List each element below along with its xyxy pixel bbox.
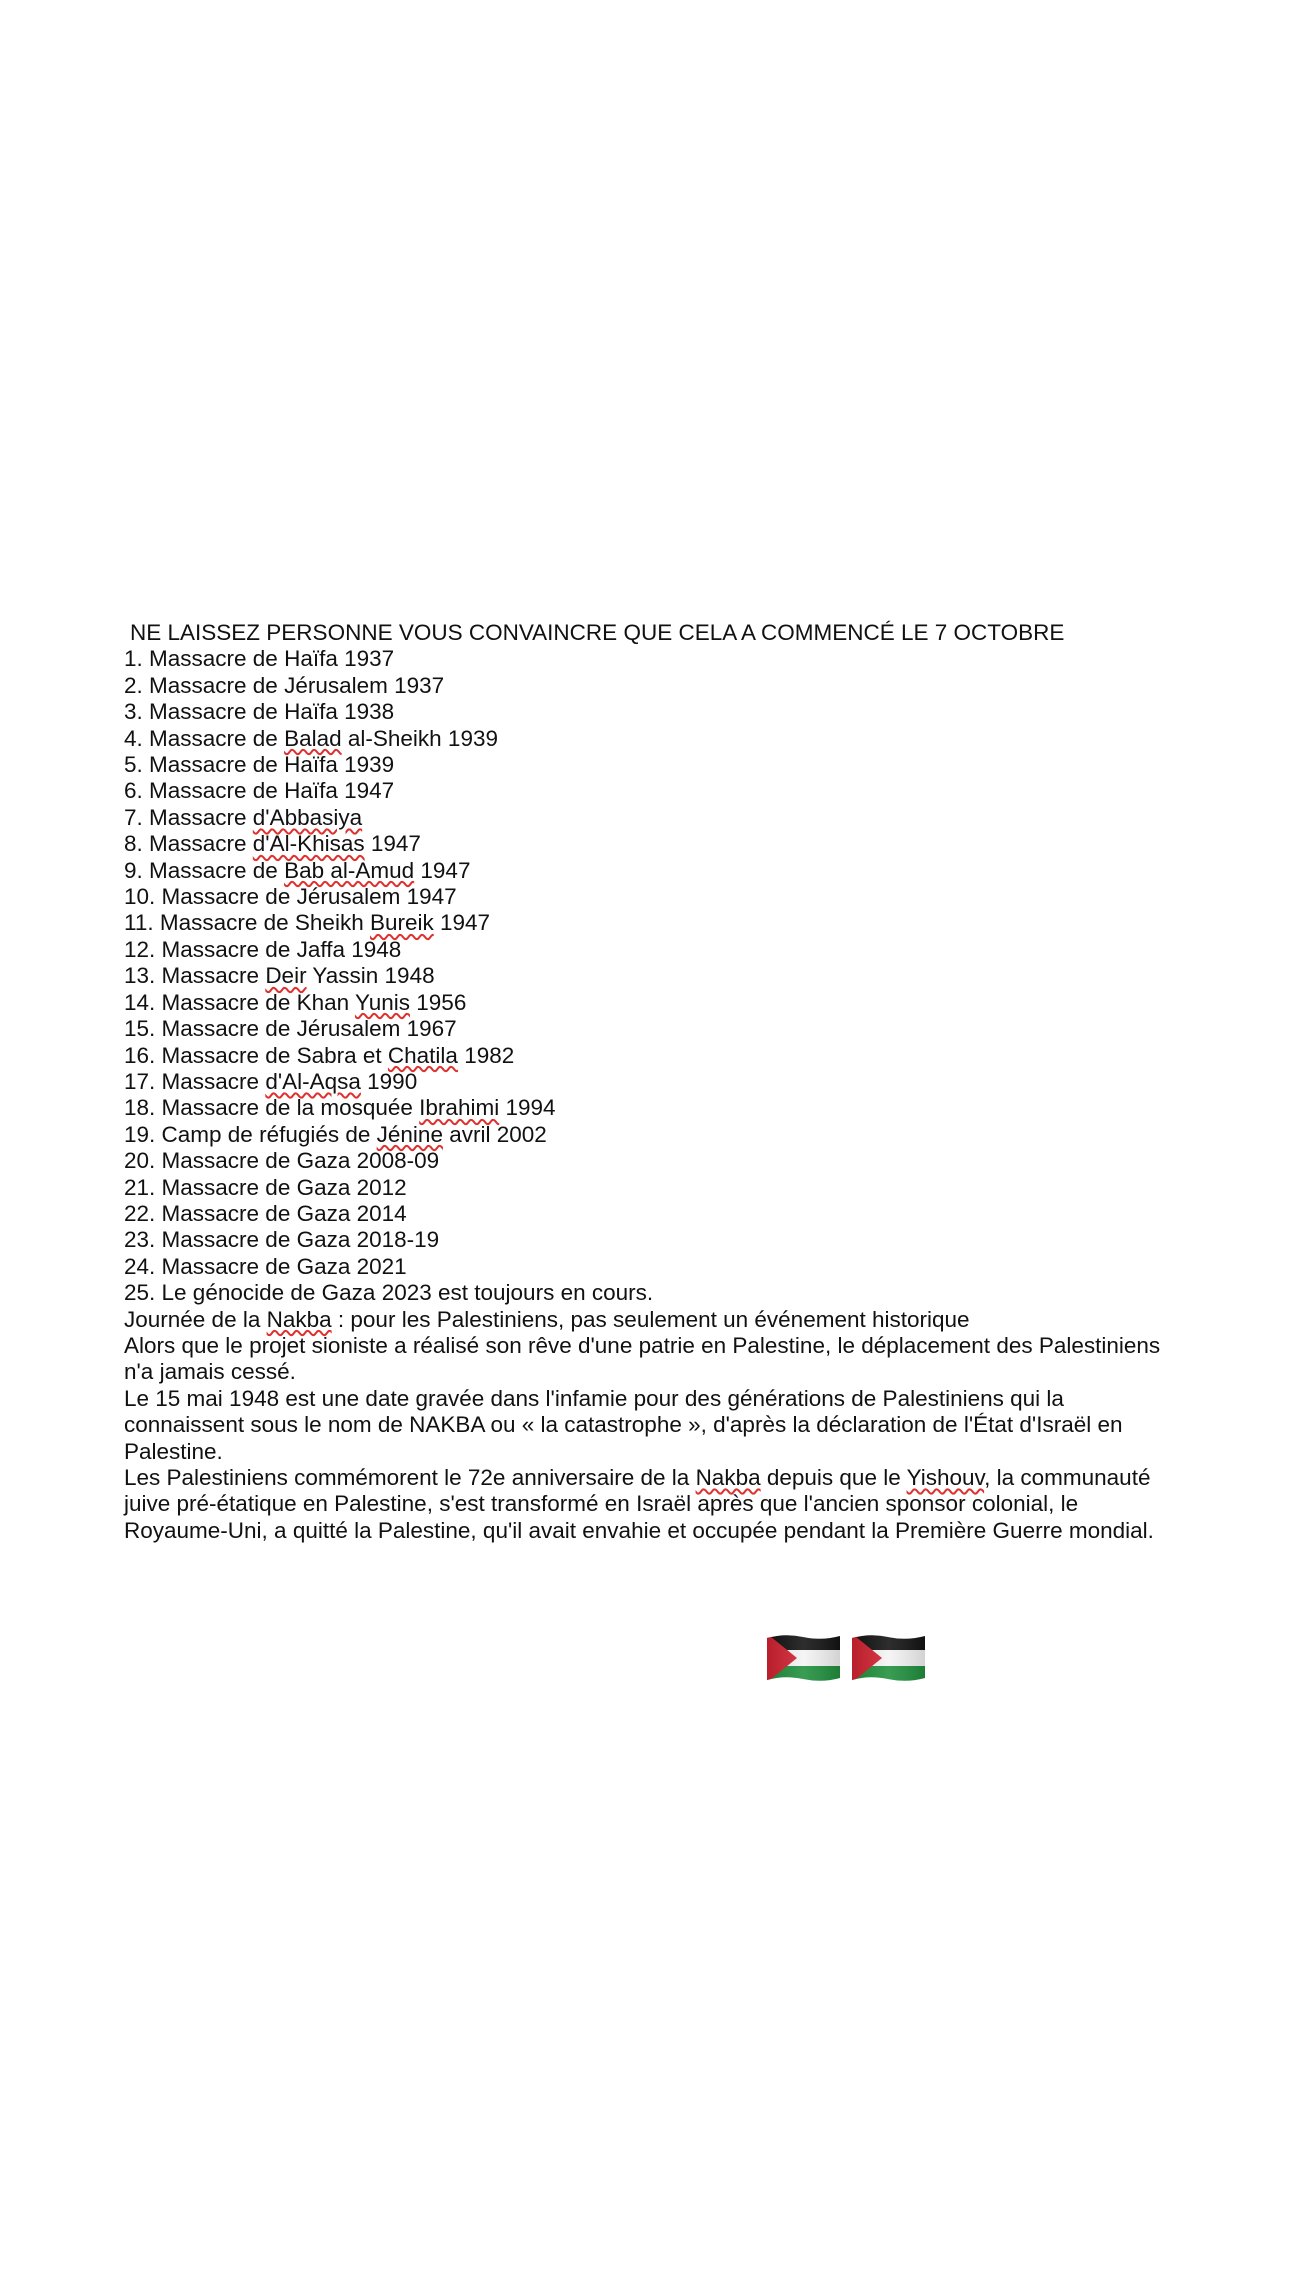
text-segment: 9. Massacre de — [124, 857, 285, 883]
nakba-paragraphs — [124, 1307, 1184, 1545]
text-segment: 24. Massacre de Gaza 2021 — [124, 1253, 407, 1279]
text-segment: 13. Massacre — [124, 963, 266, 989]
list-item — [124, 937, 1184, 963]
text-segment: 17. Massacre — [124, 1068, 266, 1094]
list-item — [124, 1254, 1184, 1280]
text-segment: 1947 — [433, 910, 491, 936]
list-item — [124, 752, 1184, 778]
paragraph — [124, 1386, 1184, 1465]
text-segment: 18. Massacre de la mosquée — [124, 1095, 420, 1121]
text-segment: 19. Camp de réfugiés de — [124, 1121, 377, 1147]
text-segment: Journée de la — [124, 1306, 267, 1332]
text-segment: avril 2002 — [442, 1121, 547, 1147]
list-item — [124, 1122, 1184, 1148]
paragraph — [124, 1307, 1184, 1333]
text-segment: 11. Massacre de Sheikh — [124, 910, 370, 936]
spellcheck-flagged-word: Jénine — [376, 1121, 443, 1147]
list-item — [124, 726, 1184, 752]
spellcheck-flagged-word: Yunis — [354, 989, 411, 1015]
document-body — [124, 620, 1184, 1544]
list-item — [124, 858, 1184, 884]
text-segment: 23. Massacre de Gaza 2018-19 — [124, 1227, 440, 1253]
massacre-list — [124, 646, 1184, 1306]
text-segment: 25. Le génocide de Gaza 2023 est toujours en cours. — [124, 1280, 654, 1306]
text-segment: depuis que le — [760, 1465, 907, 1490]
list-item — [124, 1280, 1184, 1306]
text-segment: 1990 — [360, 1068, 418, 1094]
text-segment: 16. Massacre de Sabra et — [124, 1042, 388, 1068]
text-segment: : pour les Palestiniens, pas seulement un événement historique — [331, 1306, 970, 1332]
spellcheck-flagged-word: Balad — [284, 725, 342, 751]
text-segment: Les Palestiniens commémorent le 72e anniversaire de la — [124, 1465, 696, 1490]
text-segment: 20. Massacre de Gaza 2008-09 — [124, 1148, 440, 1174]
spellcheck-flagged-word: Yishouv — [906, 1465, 985, 1490]
text-segment: 15. Massacre de Jérusalem 1967 — [124, 1016, 457, 1042]
paragraph — [124, 1465, 1184, 1544]
list-item — [124, 1043, 1184, 1069]
list-item — [124, 963, 1184, 989]
spellcheck-flagged-word: d'Al-Khisas — [252, 831, 365, 857]
spellcheck-flagged-word: d'Al-Aqsa — [265, 1068, 361, 1094]
palestine-flag-icon — [850, 1632, 927, 1684]
list-item — [124, 1016, 1184, 1042]
list-item — [124, 1069, 1184, 1095]
spellcheck-flagged-word: Nakba — [266, 1306, 332, 1332]
flag-emoji-group — [765, 1632, 927, 1684]
list-item — [124, 805, 1184, 831]
text-segment: , la communauté juive pré-étatique en Palestine, s'est transformé en Israël après que l'ancien sponsor colonial, le Royaume-Uni, a quitté la Palestine, qu'il avait envahie et occupée pendant la Première Guerre mondial. — [124, 1465, 1154, 1543]
spellcheck-flagged-word: Chatila — [387, 1042, 458, 1068]
list-item — [124, 1095, 1184, 1121]
list-item — [124, 884, 1184, 910]
list-item — [124, 910, 1184, 936]
list-item — [124, 646, 1184, 672]
spellcheck-flagged-word: d'Abbasiya — [252, 804, 363, 830]
text-segment: 8. Massacre — [124, 831, 253, 857]
list-item — [124, 1227, 1184, 1253]
list-item — [124, 673, 1184, 699]
text-segment: 1947 — [414, 857, 471, 883]
palestine-flag-icon — [765, 1632, 842, 1684]
text-segment: 10. Massacre de Jérusalem 1947 — [124, 884, 457, 910]
text-segment: Le 15 mai 1948 est une date gravée dans l'infamie pour des générations de Palestiniens qui la connaissent sous le nom de NAKBA ou « la catastrophe », d'après la déclaration de l'État d'Israël en Palestine. — [124, 1385, 1123, 1464]
paragraph — [124, 1333, 1184, 1386]
list-item — [124, 778, 1184, 804]
list-item — [124, 831, 1184, 857]
text-segment: 1982 — [457, 1042, 515, 1068]
spellcheck-flagged-word: Bureik — [369, 910, 434, 936]
text-segment: 22. Massacre de Gaza 2014 — [124, 1200, 407, 1226]
text-segment: Alors que le projet sioniste a réalisé son rêve d'une patrie en Palestine, le déplacement des Palestiniens n'a jamais cessé. — [124, 1332, 1161, 1385]
text-segment: Yassin 1948 — [306, 963, 435, 989]
text-segment: 14. Massacre de Khan — [124, 989, 355, 1015]
text-segment: 1994 — [499, 1095, 556, 1121]
text-segment: 2. Massacre de Jérusalem 1937 — [124, 672, 445, 698]
page-heading: NE LAISSEZ PERSONNE VOUS CONVAINCRE QUE CELA A COMMENCÉ LE 7 OCTOBRE — [130, 620, 1065, 645]
list-item — [124, 699, 1184, 725]
list-item — [124, 1201, 1184, 1227]
text-segment: 12. Massacre de Jaffa 1948 — [124, 936, 402, 962]
text-segment: 3. Massacre de Haïfa 1938 — [124, 699, 395, 725]
text-segment: 1. Massacre de Haïfa 1937 — [124, 646, 395, 672]
text-segment: 4. Massacre de — [124, 725, 285, 751]
spellcheck-flagged-word: Nakba — [695, 1465, 761, 1490]
text-segment: 6. Massacre de Haïfa 1947 — [124, 778, 395, 804]
text-segment: 1956 — [410, 989, 467, 1015]
text-segment: 21. Massacre de Gaza 2012 — [124, 1174, 407, 1200]
spellcheck-flagged-word: Ibrahimi — [419, 1095, 500, 1121]
list-item — [124, 990, 1184, 1016]
spellcheck-flagged-word: Bab al-Amud — [284, 857, 415, 883]
text-segment: al-Sheikh 1939 — [341, 725, 498, 751]
text-segment: 1947 — [364, 831, 421, 857]
text-segment: 7. Massacre — [124, 804, 253, 830]
list-item — [124, 1148, 1184, 1174]
text-segment: 5. Massacre de Haïfa 1939 — [124, 752, 395, 778]
list-item — [124, 1175, 1184, 1201]
spellcheck-flagged-word: Deir — [265, 963, 307, 989]
